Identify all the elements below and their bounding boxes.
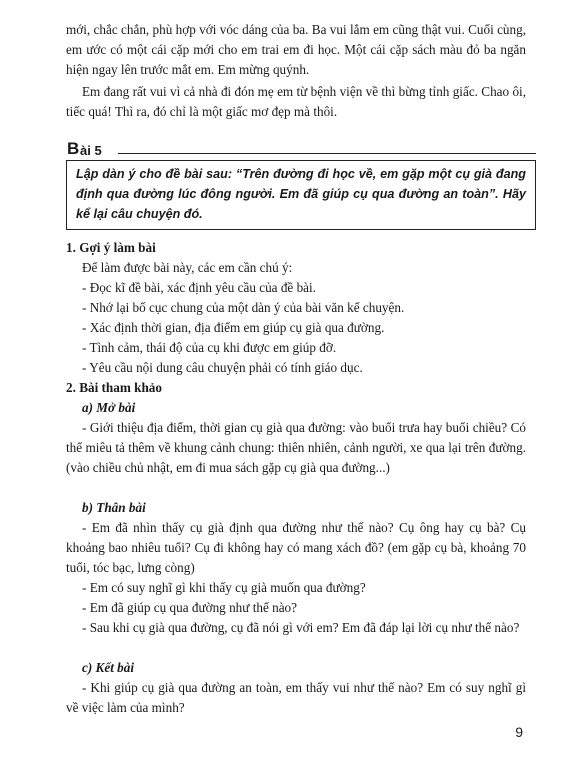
section1-item: - Đọc kĩ đề bài, xác định yêu cầu của đề bài. — [82, 280, 316, 295]
subsection-a-heading: a) Mở bài — [82, 400, 136, 415]
subsection-b-item: - Em đã nhìn thấy cụ già định qua đường như thế nào? Cụ ông hay cụ bà? Cụ khoảng bao nhiêu tuổi? Cụ đi không hay có mang xách đồ? (em gặp cụ bà, khoảng 70 tuổi, tóc bạc, lưng còng) — [66, 520, 526, 575]
section1-intro: Để làm được bài này, các em cần chú ý: — [82, 260, 293, 275]
subsection-b-item: - Em có suy nghĩ gì khi thấy cụ già muốn qua đường? — [82, 580, 366, 595]
subsection-c-text: - Khi giúp cụ già qua đường an toàn, em thấy vui như thế nào? Em có suy nghĩ gì về việc làm của mình? — [66, 680, 526, 715]
section1-item: - Yêu cầu nội dung câu chuyện phải có tính giáo dục. — [82, 360, 363, 375]
exercise-heading-initial: B — [67, 139, 80, 158]
exercise-heading — [66, 140, 536, 160]
subsection-a-text: - Giới thiệu địa điểm, thời gian cụ già qua đường: vào buổi trưa hay buổi chiều? Có thể miêu tả thêm về khung cảnh chung: thiên nhiên, cảnh người, xe qua lại trên đường. (vào chiều chủ nhật, em đi mua sách gặp cụ già qua đường...) — [66, 420, 526, 475]
exercise-heading-label: ài 5 — [80, 143, 102, 158]
section1-item: - Xác định thời gian, địa điểm em giúp cụ già qua đường. — [82, 320, 385, 335]
section2-heading: 2. Bài tham khảo — [66, 380, 162, 395]
intro-paragraph-1: mới, chắc chắn, phù hợp với vóc dáng của ba. Ba vui lắm em cũng thật vui. Cuối cùng, em ước có một cái cặp mới cho em trai em đi học. Một cái cặp sách màu đỏ ba ngăn hiện ngay lên trước mắt em. Em mừng quýnh. — [66, 22, 526, 77]
intro-paragraph-2: Em đang rất vui vì cả nhà đi đón mẹ em từ bệnh viện về thì bừng tỉnh giấc. Chao ôi, tiếc quá! Thì ra, đó chỉ là một giấc mơ đẹp mà thôi. — [66, 84, 526, 119]
exercise-prompt-box: Lập dàn ý cho đề bài sau: “Trên đường đi học về, em gặp một cụ già đang định qua đường lúc đông người. Em đã giúp cụ qua đường an toàn”. Hãy kể lại câu chuyện đó. — [66, 160, 536, 230]
subsection-b-item: - Em đã giúp cụ qua đường như thế nào? — [82, 600, 297, 615]
section1-heading: 1. Gợi ý làm bài — [66, 240, 156, 255]
heading-rule — [118, 153, 536, 154]
subsection-b-item: - Sau khi cụ già qua đường, cụ đã nói gì với em? Em đã đáp lại lời cụ như thế nào? — [82, 620, 520, 635]
section1-item: - Nhớ lại bố cục chung của một dàn ý của bài văn kể chuyện. — [82, 300, 405, 315]
page-number: 9 — [515, 724, 523, 740]
section1-item: - Tình cảm, thái độ của cụ khi được em giúp đỡ. — [82, 340, 337, 355]
subsection-b-heading: b) Thân bài — [82, 500, 146, 515]
subsection-c-heading: c) Kết bài — [82, 660, 135, 675]
